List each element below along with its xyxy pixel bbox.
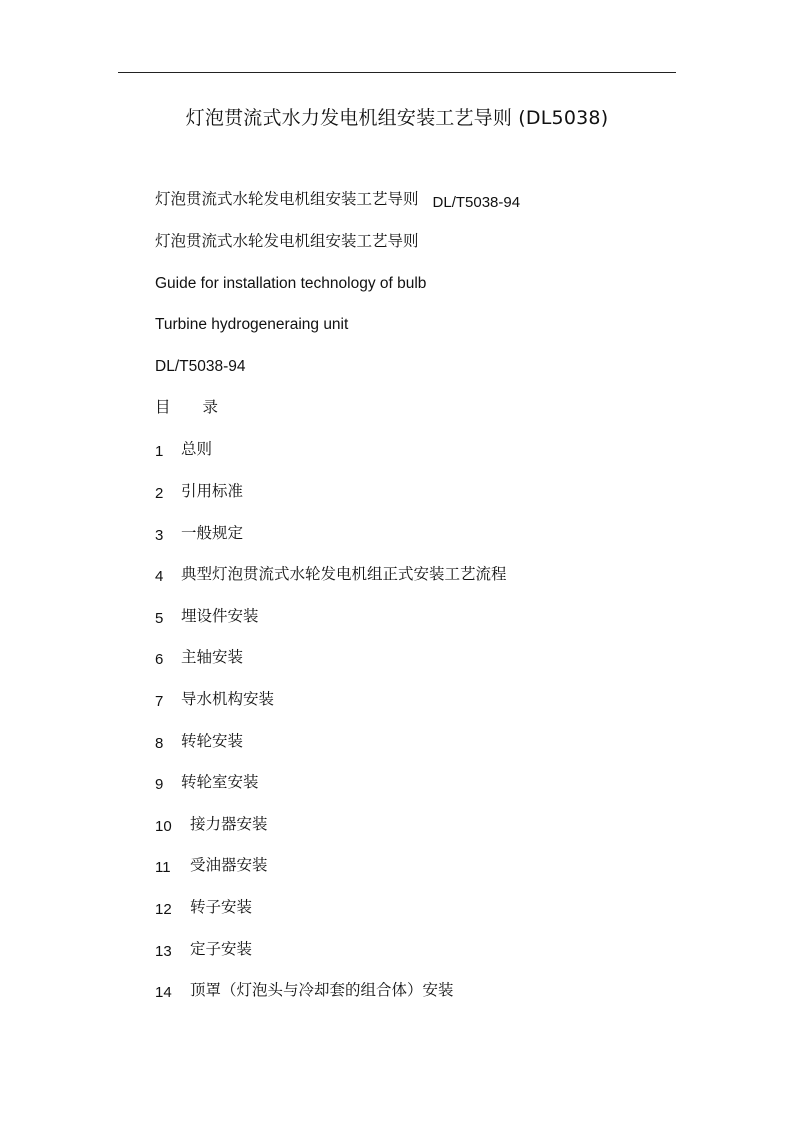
header-line [155, 188, 520, 211]
toc-item-number: 14 [155, 984, 172, 1001]
toc-item-number: 7 [155, 693, 164, 710]
toc-item-number: 10 [155, 818, 172, 835]
toc-heading [155, 396, 218, 418]
toc-item [155, 480, 243, 503]
toc-item-number: 5 [155, 610, 164, 627]
toc-item [155, 438, 212, 461]
toc-item-label: 埋设件安装 [181, 607, 259, 625]
toc-item-label: 顶罩（灯泡头与冷却套的组合体）安装 [190, 981, 454, 999]
toc-item-label: 总则 [181, 440, 213, 458]
header-line-code: DL/T5038-94 [432, 194, 521, 211]
toc-item [155, 979, 454, 1002]
toc-heading-part2: 录 [202, 398, 219, 416]
document-title: 灯泡贯流式水力发电机组安装工艺导则 (DL5038) [185, 107, 609, 129]
toc-item-label: 转轮室安装 [181, 773, 259, 791]
toc-item-label: 转轮安装 [181, 732, 244, 750]
toc-item-label: 典型灯泡贯流式水轮发电机组正式安装工艺流程 [181, 565, 507, 583]
toc-item [155, 730, 243, 753]
toc-item [155, 522, 243, 545]
toc-item-number: 8 [155, 735, 164, 752]
toc-item [155, 938, 252, 961]
toc-item-label: 引用标准 [181, 482, 244, 500]
toc-item [155, 605, 259, 628]
subtitle-english-line-2: Turbine hydrogeneraing unit [155, 316, 349, 333]
toc-item [155, 813, 268, 836]
toc-item-number: 6 [155, 651, 164, 668]
toc-item [155, 771, 259, 794]
toc-item [155, 563, 507, 586]
toc-item-label: 接力器安装 [190, 815, 268, 833]
toc-item [155, 896, 252, 919]
toc-item-label: 转子安装 [190, 898, 253, 916]
toc-item-number: 9 [155, 776, 164, 793]
toc-item [155, 854, 268, 877]
subtitle-chinese: 灯泡贯流式水轮发电机组安装工艺导则 [155, 232, 419, 250]
standard-code: DL/T5038-94 [155, 358, 246, 375]
toc-item [155, 646, 243, 669]
toc-item [155, 688, 274, 711]
toc-item-number: 1 [155, 443, 164, 460]
toc-item-label: 定子安装 [190, 940, 253, 958]
toc-item-number: 11 [155, 859, 171, 876]
toc-item-number: 4 [155, 568, 164, 585]
toc-item-number: 12 [155, 901, 172, 918]
toc-item-number: 2 [155, 485, 164, 502]
subtitle-english-line-1: Guide for installation technology of bulb [155, 275, 427, 292]
header-line-text: 灯泡贯流式水轮发电机组安装工艺导则 [155, 190, 419, 208]
toc-heading-part1: 目 [155, 398, 171, 416]
toc-item-label: 受油器安装 [190, 856, 268, 874]
toc-item-label: 导水机构安装 [181, 690, 275, 708]
toc-item-label: 主轴安装 [181, 648, 244, 666]
toc-item-number: 13 [155, 943, 172, 960]
toc-item-label: 一般规定 [181, 524, 244, 542]
header-rule [118, 72, 676, 73]
toc-item-number: 3 [155, 527, 164, 544]
